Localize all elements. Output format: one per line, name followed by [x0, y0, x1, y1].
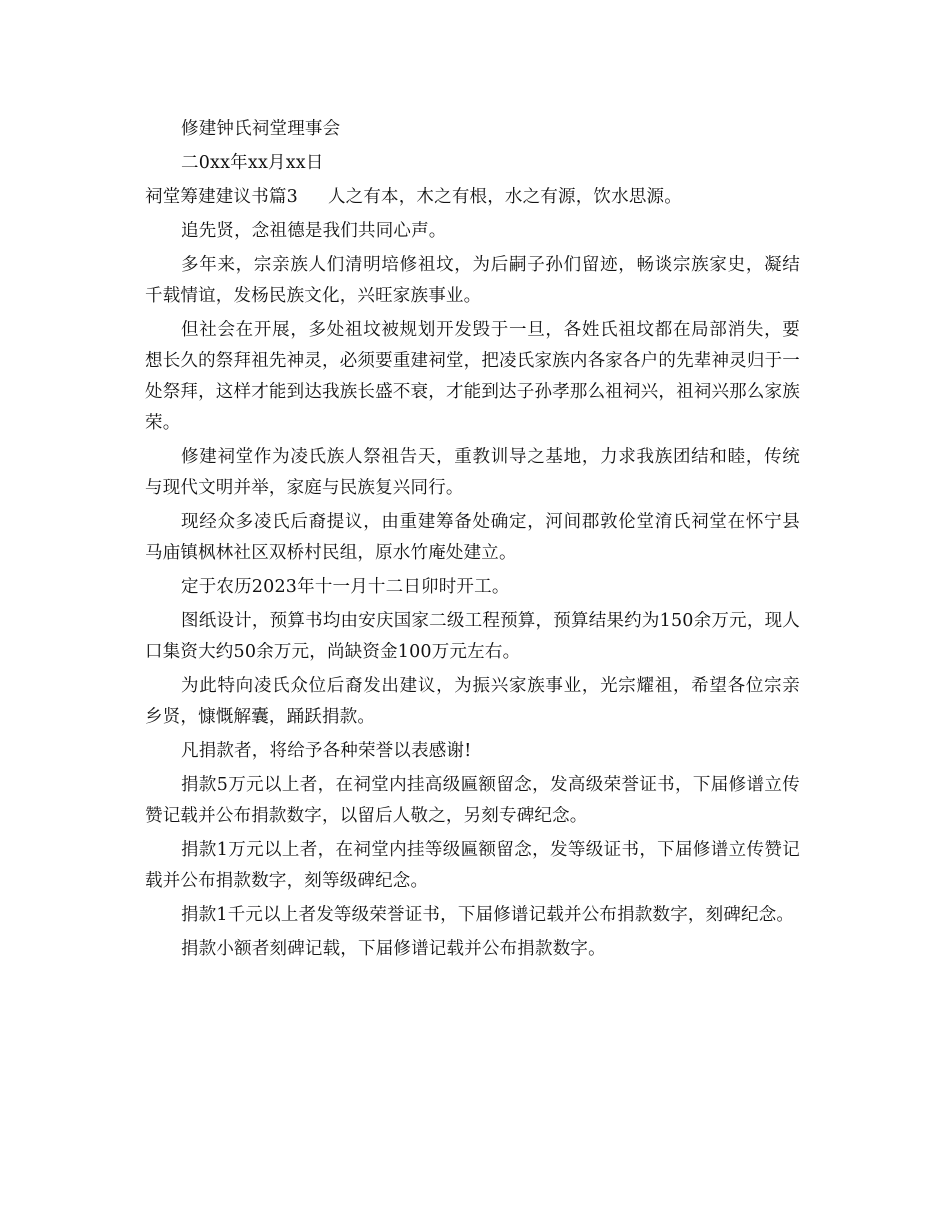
paragraph: 捐款1万元以上者，在祠堂内挂等级匾额留念，发等级证书，下届修谱立传赞记载并公布捐款数字，刻等级碑纪念。: [145, 840, 800, 891]
section-title: 祠堂筹建建议书篇3: [145, 187, 298, 207]
paragraph: 追先贤，念祖德是我们共同心声。: [181, 221, 447, 241]
paragraph: 定于农历2023年十一月十二日卯时开工。: [181, 577, 510, 597]
paragraph: 人之有本，木之有根，水之有源，饮水思源。: [327, 187, 682, 207]
paragraph: 现经众多凌氏后裔提议，由重建筹备处确定，河间郡敦伦堂淯氏祠堂在怀宁县马庙镇枫林社区双桥村民组，原水竹庵处建立。: [145, 512, 800, 563]
paragraph: 凡捐款者，将给予各种荣誉以表感谢!: [181, 741, 472, 761]
document-body: [145, 114, 800, 968]
paragraph: 修建祠堂作为凌氏族人祭祖告天，重教训导之基地，力求我族团结和睦，传统与现代文明并举，家庭与民族复兴同行。: [145, 447, 800, 498]
paragraph: 捐款5万元以上者，在祠堂内挂高级匾额留念，发高级荣誉证书，下届修谱立传赞记载并公布捐款数字，以留后人敬之，另刻专碑纪念。: [145, 775, 800, 826]
signature-date: 二0xx年xx月xx日: [181, 153, 324, 173]
section-heading-line: [145, 182, 800, 213]
paragraph: 捐款1千元以上者发等级荣誉证书，下届修谱记载并公布捐款数字，刻碑纪念。: [181, 905, 795, 925]
paragraph: 为此特向凌氏众位后裔发出建议，为振兴家族事业，光宗耀祖，希望各位宗亲乡贤，慷慨解囊，踊跃捐款。: [145, 676, 800, 727]
paragraph: 但社会在开展，多处祖坟被规划开发毁于一旦，各姓氏祖坟都在局部消失，要想长久的祭拜祖先神灵，必须要重建祠堂，把凌氏家族内各家各户的先辈神灵归于一处祭拜，这样才能到达我族长盛不衰，才能到达子孙孝那么祖祠兴，祖祠兴那么家族荣。: [145, 320, 800, 433]
signature-org: 修建钟氏祠堂理事会: [181, 119, 341, 139]
paragraph: 多年来，宗亲族人们清明培修祖坟，为后嗣子孙们留迹，畅谈宗族家史，凝结千载情谊，发杨民族文化，兴旺家族事业。: [145, 255, 800, 306]
paragraph: 捐款小额者刻碑记载，下届修谱记载并公布捐款数字。: [181, 939, 606, 959]
paragraph: 图纸设计，预算书均由安庆国家二级工程预算，预算结果约为150余万元，现人口集资大约50余万元，尚缺资金100万元左右。: [145, 611, 800, 662]
